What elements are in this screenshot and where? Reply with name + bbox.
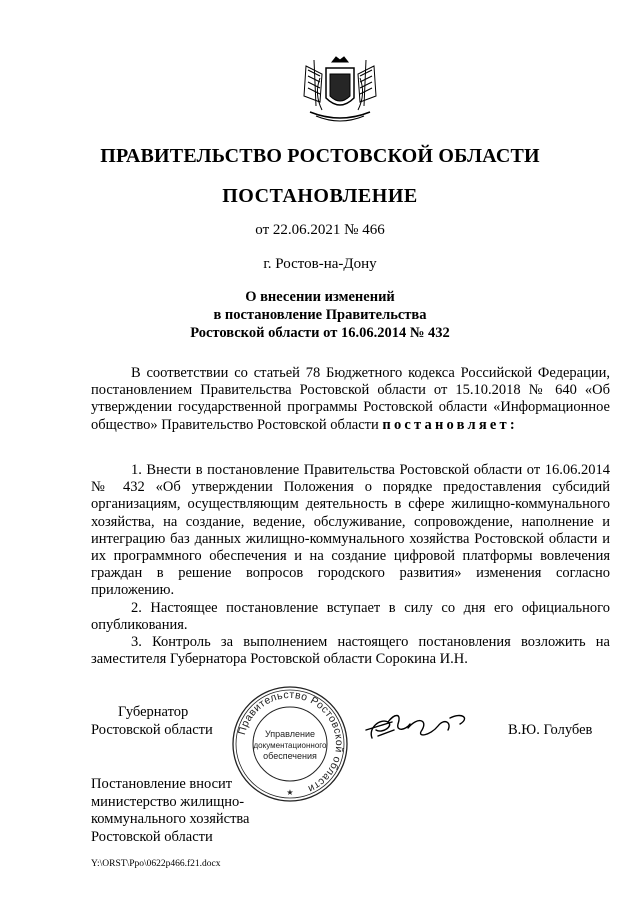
svg-text:★: ★ bbox=[286, 788, 294, 797]
subject-line: Ростовской области от 16.06.2014 № 432 bbox=[190, 325, 450, 341]
seal-center-line: документационного bbox=[253, 741, 327, 750]
seal-center-line: Управление bbox=[264, 729, 316, 739]
submitter-line: Постановление вносит bbox=[91, 776, 233, 792]
seal-center-line: обеспечения bbox=[263, 751, 317, 761]
coat-of-arms-icon bbox=[296, 54, 384, 126]
file-path: Y:\ORST\Ppo\0622p466.f21.docx bbox=[91, 859, 221, 869]
subject-line: О внесении изменений bbox=[245, 289, 395, 305]
decree-point: 1. Внести в постановление Правительства Ростовской области от 16.06.2014 № 432 «Об утверждении Положения о порядке предоставления субсидий организациям, осуществляющим деятельность в сфере жилищно-коммунального хозяйства, на создание, ведение, обслуживание, сопровождение, наполнение и интеграцию баз данных жилищно-коммунального хозяйства Ростовской области и их программного обеспечения и на создание цифровой платформы вовлечения граждан в решение вопросов городского развития» изменения согласно приложению. bbox=[91, 462, 610, 599]
signer-name: В.Ю. Голубев bbox=[508, 722, 593, 738]
submitter-line: министерство жилищно- bbox=[91, 793, 245, 810]
preamble-text: В соответствии со статьей 78 Бюджетного кодекса Российской Федерации, постановлением Правительства Ростовской области от 15.10.2018 № 640 «Об утверждении государственной программы Ростовской области «Информационное общество» Правительство Ростовской области bbox=[91, 365, 610, 433]
subject-line: в постановление Правительства bbox=[213, 307, 427, 323]
decree-points bbox=[91, 462, 610, 668]
decree-word: постановляет: bbox=[382, 416, 518, 433]
handwritten-signature bbox=[358, 700, 476, 756]
government-title: ПРАВИТЕЛЬСТВО РОСТОВСКОЙ ОБЛАСТИ bbox=[100, 145, 540, 167]
document-type: ПОСТАНОВЛЕНИЕ bbox=[222, 185, 418, 207]
preamble bbox=[91, 365, 610, 434]
submitter-note bbox=[91, 776, 294, 846]
decree-point: 2. Настоящее постановление вступает в силу со дня его официального опубликования. bbox=[91, 599, 610, 633]
document-city: г. Ростов-на-Дону bbox=[263, 256, 377, 272]
signer-position bbox=[91, 704, 213, 739]
signer-position-line: Губернатор bbox=[118, 704, 189, 720]
preamble-paragraph bbox=[91, 365, 610, 434]
signer-position-line: Ростовской области bbox=[91, 721, 213, 738]
seal-ring-text: Правительство Ростовской области bbox=[235, 688, 346, 795]
document-subject bbox=[0, 288, 640, 342]
decree-point: 3. Контроль за выполнением настоящего постановления возложить на заместителя Губернатора Ростовской области Сорокина И.Н. bbox=[91, 634, 610, 668]
submitter-line: Ростовской области bbox=[91, 828, 213, 845]
document-date-number: от 22.06.2021 № 466 bbox=[255, 222, 385, 238]
submitter-line: коммунального хозяйства bbox=[91, 811, 250, 827]
